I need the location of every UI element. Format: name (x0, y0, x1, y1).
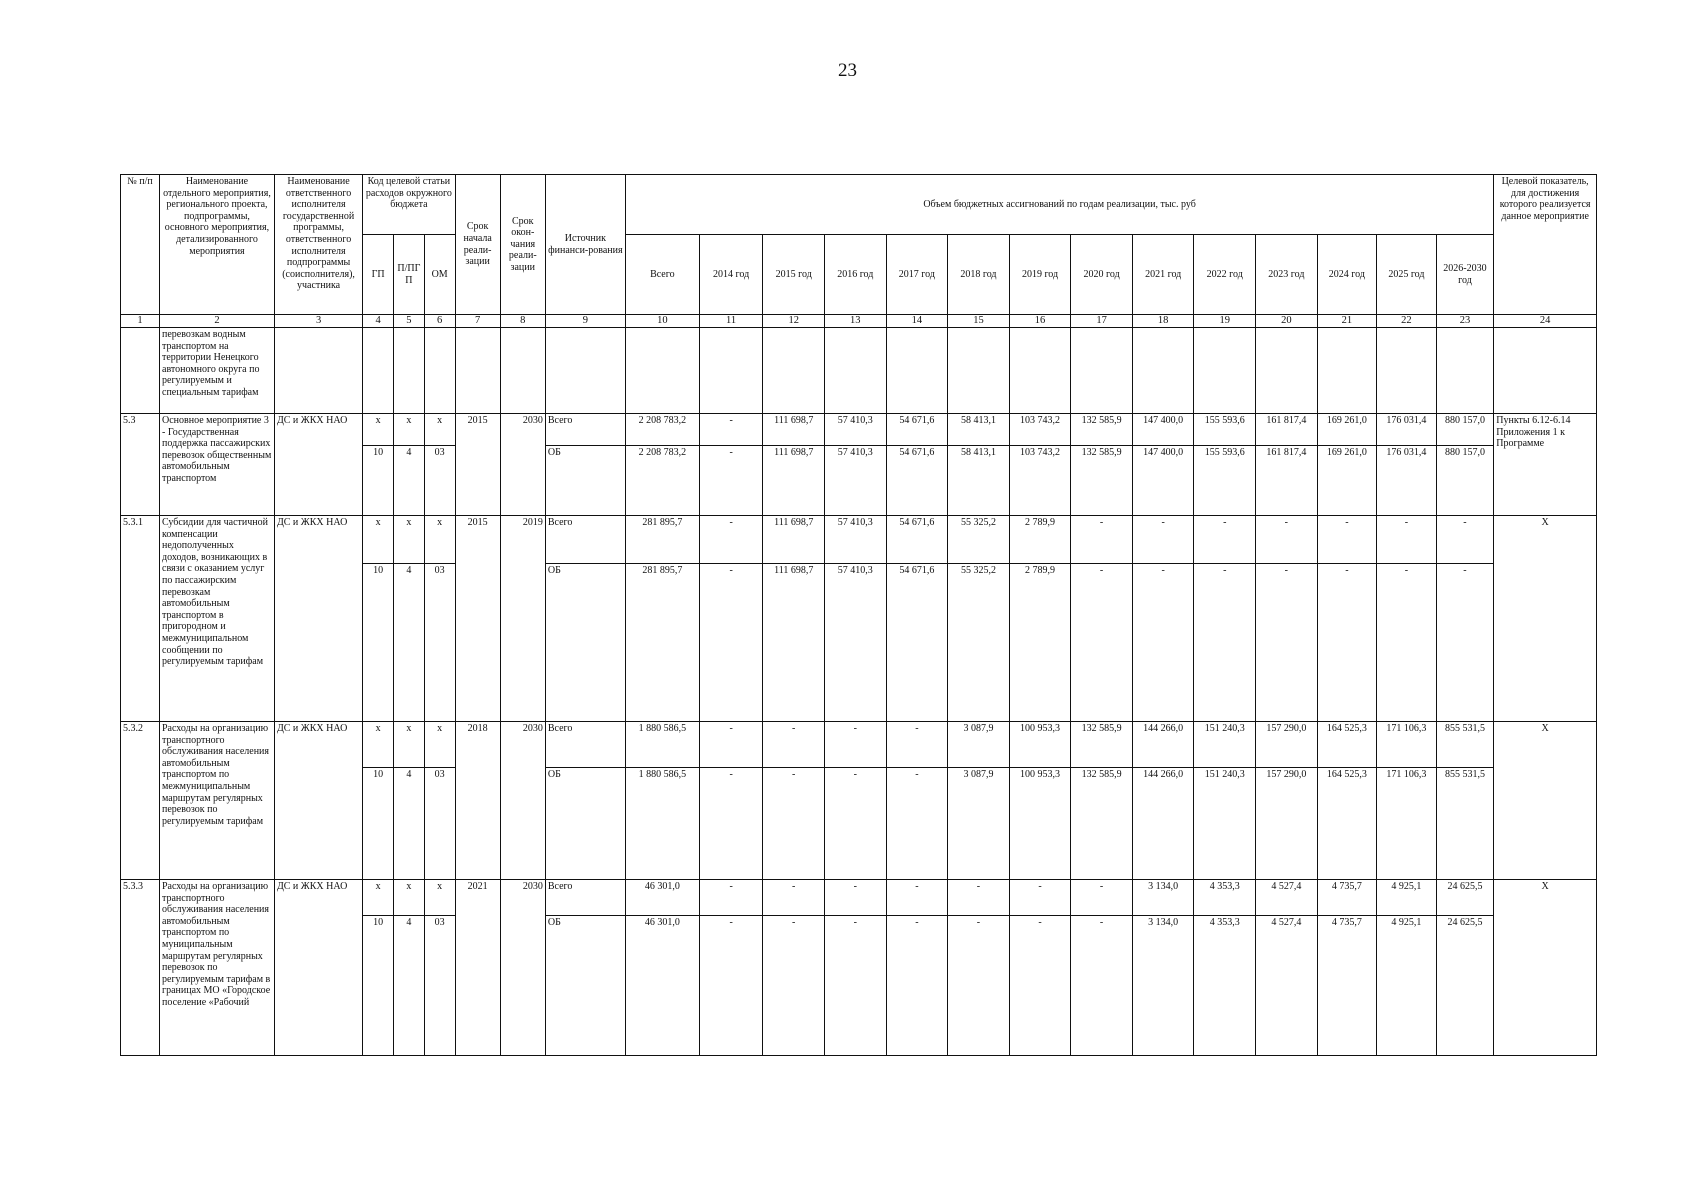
year-value: 111 698,7 (763, 564, 825, 722)
total-value: 1 880 586,5 (625, 768, 699, 880)
column-number: 2 (160, 315, 275, 328)
column-number: 13 (825, 315, 887, 328)
row-start: 2015 (455, 414, 500, 516)
total-value: 2 208 783,2 (625, 414, 699, 446)
year-value: 4 925,1 (1377, 880, 1437, 916)
header-indicator: Целевой показатель, для достижения которого реализуется данное мероприятие (1494, 175, 1597, 315)
code-p: x (393, 880, 424, 916)
column-number: 18 (1132, 315, 1194, 328)
header-year: 2026-2030 год (1436, 235, 1494, 315)
year-value: - (699, 768, 763, 880)
year-value: 144 266,0 (1132, 768, 1194, 880)
year-value: 157 290,0 (1256, 768, 1318, 880)
year-value: - (763, 880, 825, 916)
column-number: 7 (455, 315, 500, 328)
year-value: 4 925,1 (1377, 916, 1437, 1056)
year-value: 111 698,7 (763, 446, 825, 516)
year-value: - (1377, 516, 1437, 564)
row-start: 2015 (455, 516, 500, 722)
year-value: 132 585,9 (1071, 446, 1133, 516)
year-value: - (1194, 516, 1256, 564)
year-value: 4 353,3 (1194, 880, 1256, 916)
year-value: - (699, 722, 763, 768)
source: Всего (545, 414, 625, 446)
year-value: - (699, 916, 763, 1056)
code-om: 03 (424, 446, 455, 516)
year-value: 24 625,5 (1436, 880, 1494, 916)
year-value: 3 087,9 (948, 722, 1010, 768)
year-value: 58 413,1 (948, 446, 1010, 516)
header-year: 2015 год (763, 235, 825, 315)
year-value: 171 106,3 (1377, 722, 1437, 768)
year-value: - (763, 916, 825, 1056)
row-indicator: Пункты 6.12-6.14 Приложения 1 к Программе (1494, 414, 1597, 516)
column-number: 15 (948, 315, 1010, 328)
year-value: - (1317, 564, 1377, 722)
header-p: П/ПГ П (393, 235, 424, 315)
budget-table (120, 174, 1597, 1056)
year-value: 55 325,2 (948, 516, 1010, 564)
year-value: 147 400,0 (1132, 446, 1194, 516)
code-gp: 10 (363, 916, 394, 1056)
header-om: ОМ (424, 235, 455, 315)
table-row (121, 722, 1597, 768)
header-year: 2023 год (1256, 235, 1318, 315)
column-number: 16 (1009, 315, 1071, 328)
year-value: 55 325,2 (948, 564, 1010, 722)
year-value: - (1132, 516, 1194, 564)
year-value: - (1071, 516, 1133, 564)
total-value: 46 301,0 (625, 916, 699, 1056)
header-year: 2018 год (948, 235, 1010, 315)
year-value: 157 290,0 (1256, 722, 1318, 768)
year-value: 151 240,3 (1194, 768, 1256, 880)
header-year: 2025 год (1377, 235, 1437, 315)
year-value: - (1317, 516, 1377, 564)
year-value: - (699, 446, 763, 516)
table-row (121, 880, 1597, 916)
row-start: 2021 (455, 880, 500, 1056)
column-number: 17 (1071, 315, 1133, 328)
year-value: 132 585,9 (1071, 768, 1133, 880)
year-value: 147 400,0 (1132, 414, 1194, 446)
continuation-row (121, 328, 1597, 414)
year-value: - (886, 916, 948, 1056)
header-year: 2024 год (1317, 235, 1377, 315)
column-number: 5 (393, 315, 424, 328)
year-value: 100 953,3 (1009, 768, 1071, 880)
column-number: 8 (500, 315, 545, 328)
source: ОБ (545, 564, 625, 722)
code-gp: x (363, 722, 394, 768)
table-row (121, 516, 1597, 564)
column-number: 24 (1494, 315, 1597, 328)
row-number: 5.3 (121, 414, 160, 516)
source: ОБ (545, 768, 625, 880)
total-value: 281 895,7 (625, 564, 699, 722)
year-value: 169 261,0 (1317, 414, 1377, 446)
year-value: - (1071, 880, 1133, 916)
year-value: 2 789,9 (1009, 516, 1071, 564)
header-year: 2019 год (1009, 235, 1071, 315)
code-om: 03 (424, 768, 455, 880)
year-value: 161 817,4 (1256, 414, 1318, 446)
table-row (121, 414, 1597, 446)
code-p: x (393, 414, 424, 446)
column-number-row (121, 315, 1597, 328)
year-value: - (1132, 564, 1194, 722)
year-value: 155 593,6 (1194, 414, 1256, 446)
year-value: 4 527,4 (1256, 880, 1318, 916)
code-p: 4 (393, 564, 424, 722)
header-start: Срок начала реали-зации (455, 175, 500, 315)
year-value: - (1009, 916, 1071, 1056)
year-value: - (1071, 564, 1133, 722)
continuation-name: перевозкам водным транспортом на территории Ненецкого автономного округа по регулируемым и специальным тарифам (160, 328, 275, 414)
row-number: 5.3.1 (121, 516, 160, 722)
row-start: 2018 (455, 722, 500, 880)
column-number: 22 (1377, 315, 1437, 328)
year-value: 57 410,3 (825, 516, 887, 564)
code-p: x (393, 516, 424, 564)
year-value: 144 266,0 (1132, 722, 1194, 768)
year-value: - (825, 768, 887, 880)
year-value: 3 087,9 (948, 768, 1010, 880)
code-gp: x (363, 516, 394, 564)
row-name: Расходы на организацию транспортного обслуживания населения автомобильным транспортом по муниципальным маршрутам регулярных перевозок по регулируемым тарифам в границах МО «Городское поселение «Рабочий (160, 880, 275, 1056)
header-year: 2014 год (699, 235, 763, 315)
column-number: 6 (424, 315, 455, 328)
year-value: 111 698,7 (763, 516, 825, 564)
year-value: - (886, 768, 948, 880)
header-code-group: Код целевой статьи расходов окружного бюджета (363, 175, 455, 235)
column-number: 3 (274, 315, 362, 328)
header-name: Наименование отдельного мероприятия, регионального проекта, подпрограммы, основного мероприятия, детализированного мероприятия (160, 175, 275, 315)
year-value: - (699, 880, 763, 916)
row-executor: ДС и ЖКХ НАО (274, 516, 362, 722)
header-source: Источник финанси-рования (545, 175, 625, 315)
year-value: 4 735,7 (1317, 916, 1377, 1056)
year-value: - (886, 722, 948, 768)
year-value: 176 031,4 (1377, 446, 1437, 516)
code-om: 03 (424, 916, 455, 1056)
total-value: 1 880 586,5 (625, 722, 699, 768)
year-value: 24 625,5 (1436, 916, 1494, 1056)
source: ОБ (545, 446, 625, 516)
row-indicator: X (1494, 516, 1597, 722)
source: Всего (545, 516, 625, 564)
header-year: 2021 год (1132, 235, 1194, 315)
row-number: 5.3.3 (121, 880, 160, 1056)
header-end: Срок окон-чания реали-зации (500, 175, 545, 315)
table-body (121, 328, 1597, 1056)
code-p: 4 (393, 768, 424, 880)
year-value: - (699, 414, 763, 446)
row-executor: ДС и ЖКХ НАО (274, 722, 362, 880)
source: Всего (545, 880, 625, 916)
code-om: x (424, 880, 455, 916)
year-value: 57 410,3 (825, 564, 887, 722)
year-value: 4 353,3 (1194, 916, 1256, 1056)
table-header (121, 175, 1597, 328)
year-value: 100 953,3 (1009, 722, 1071, 768)
year-value: 54 671,6 (886, 446, 948, 516)
row-end: 2030 (500, 880, 545, 1056)
year-value: 132 585,9 (1071, 414, 1133, 446)
year-value: 57 410,3 (825, 446, 887, 516)
code-gp: 10 (363, 564, 394, 722)
row-name: Основное мероприятие 3 - Государственная поддержка пассажирских перевозок общественным автомобильным транспортом (160, 414, 275, 516)
header-year: 2022 год (1194, 235, 1256, 315)
year-value: 151 240,3 (1194, 722, 1256, 768)
year-value: - (699, 564, 763, 722)
total-value: 281 895,7 (625, 516, 699, 564)
row-end: 2030 (500, 722, 545, 880)
year-value: 155 593,6 (1194, 446, 1256, 516)
code-om: 03 (424, 564, 455, 722)
year-value: - (948, 916, 1010, 1056)
row-end: 2019 (500, 516, 545, 722)
year-value: 3 134,0 (1132, 916, 1194, 1056)
row-indicator: X (1494, 880, 1597, 1056)
year-value: 171 106,3 (1377, 768, 1437, 880)
header-num: № п/п (121, 175, 160, 315)
row-name: Расходы на организацию транспортного обслуживания населения автомобильным транспортом по межмуниципальным маршрутам регулярных перевозок по регулируемым тарифам (160, 722, 275, 880)
year-value: - (825, 722, 887, 768)
row-executor: ДС и ЖКХ НАО (274, 880, 362, 1056)
column-number: 10 (625, 315, 699, 328)
year-value: 103 743,2 (1009, 414, 1071, 446)
row-indicator: X (1494, 722, 1597, 880)
year-value: 132 585,9 (1071, 722, 1133, 768)
column-number: 9 (545, 315, 625, 328)
source: Всего (545, 722, 625, 768)
year-value: - (1436, 564, 1494, 722)
column-number: 12 (763, 315, 825, 328)
year-value: - (1071, 916, 1133, 1056)
year-value: 161 817,4 (1256, 446, 1318, 516)
year-value: 57 410,3 (825, 414, 887, 446)
year-value: 855 531,5 (1436, 722, 1494, 768)
year-value: 855 531,5 (1436, 768, 1494, 880)
year-value: - (763, 768, 825, 880)
header-year: 2020 год (1071, 235, 1133, 315)
year-value: - (1377, 564, 1437, 722)
row-end: 2030 (500, 414, 545, 516)
source: ОБ (545, 916, 625, 1056)
year-value: 2 789,9 (1009, 564, 1071, 722)
year-value: - (1194, 564, 1256, 722)
page-number: 23 (838, 60, 857, 81)
year-value: 58 413,1 (948, 414, 1010, 446)
header-gp: ГП (363, 235, 394, 315)
code-gp: x (363, 414, 394, 446)
year-value: 4 527,4 (1256, 916, 1318, 1056)
year-value: 880 157,0 (1436, 446, 1494, 516)
year-value: - (1256, 516, 1318, 564)
row-number: 5.3.2 (121, 722, 160, 880)
year-value: - (886, 880, 948, 916)
year-value: 54 671,6 (886, 564, 948, 722)
code-om: x (424, 722, 455, 768)
row-executor: ДС и ЖКХ НАО (274, 414, 362, 516)
code-gp: 10 (363, 446, 394, 516)
code-gp: x (363, 880, 394, 916)
column-number: 1 (121, 315, 160, 328)
header-volume-group: Объем бюджетных ассигнований по годам реализации, тыс. руб (625, 175, 1493, 235)
year-value: - (763, 722, 825, 768)
code-gp: 10 (363, 768, 394, 880)
year-value: 164 525,3 (1317, 768, 1377, 880)
code-om: x (424, 516, 455, 564)
total-value: 46 301,0 (625, 880, 699, 916)
year-value: 176 031,4 (1377, 414, 1437, 446)
year-value: - (1256, 564, 1318, 722)
year-value: - (825, 880, 887, 916)
year-value: 880 157,0 (1436, 414, 1494, 446)
header-year: 2016 год (825, 235, 887, 315)
year-value: 103 743,2 (1009, 446, 1071, 516)
year-value: 54 671,6 (886, 414, 948, 446)
header-year: 2017 год (886, 235, 948, 315)
year-value: - (825, 916, 887, 1056)
column-number: 21 (1317, 315, 1377, 328)
year-value: - (948, 880, 1010, 916)
year-value: 164 525,3 (1317, 722, 1377, 768)
year-value: 54 671,6 (886, 516, 948, 564)
header-executor: Наименование ответственного исполнителя государственной программы, ответственного исполнителя подпрограммы (соисполнителя), участника (274, 175, 362, 315)
year-value: - (1436, 516, 1494, 564)
column-number: 20 (1256, 315, 1318, 328)
year-value: - (1009, 880, 1071, 916)
column-number: 14 (886, 315, 948, 328)
code-p: 4 (393, 446, 424, 516)
column-number: 19 (1194, 315, 1256, 328)
year-value: 4 735,7 (1317, 880, 1377, 916)
year-value: - (699, 516, 763, 564)
year-value: 169 261,0 (1317, 446, 1377, 516)
year-value: 111 698,7 (763, 414, 825, 446)
code-p: 4 (393, 916, 424, 1056)
column-number: 11 (699, 315, 763, 328)
row-name: Субсидии для частичной компенсации недополученных доходов, возникающих в связи с оказанием услуг по пассажирским перевозкам автомобильным транспортом в пригородном и межмуниципальном сообщении по регулируемым тарифам (160, 516, 275, 722)
column-number: 23 (1436, 315, 1494, 328)
header-total: Всего (625, 235, 699, 315)
code-om: x (424, 414, 455, 446)
year-value: 3 134,0 (1132, 880, 1194, 916)
total-value: 2 208 783,2 (625, 446, 699, 516)
column-number: 4 (363, 315, 394, 328)
code-p: x (393, 722, 424, 768)
